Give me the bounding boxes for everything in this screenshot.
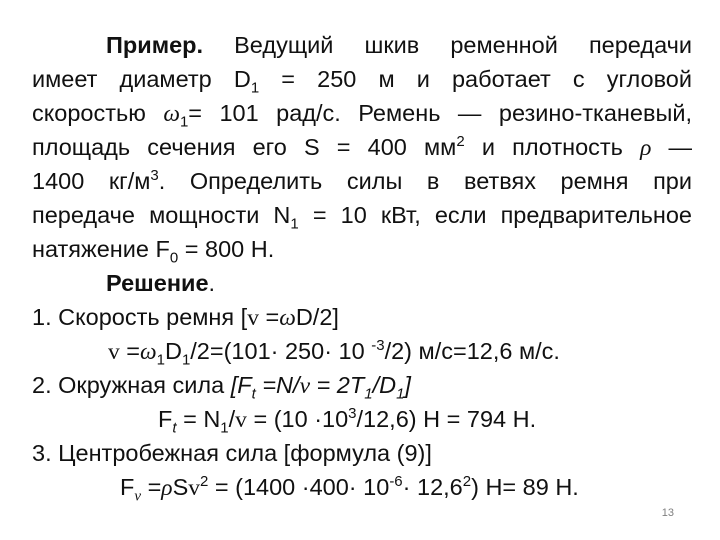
- omega-symbol: ω: [163, 101, 180, 127]
- solution-heading: Решение: [106, 270, 209, 296]
- page-number: 13: [661, 507, 674, 519]
- example-heading: Пример.: [106, 32, 204, 58]
- solution-formula-3: $F_v =\rho Sv^2 = (1400 \cdot 400\cdot 10^{-6}\cdot 12,6^2)$ Н= 89 Н.: [120, 473, 579, 505]
- example-line-7: натяжение $F_0 = 800$ Н.: [32, 236, 275, 267]
- solution-formula-1: $v =\omega_1D_1/2=(101\cdot 250\cdot 10$ $^{-3}$/2) м/с=12,6 м/с.: [108, 337, 560, 369]
- solution-step-2: 2. Окружная сила $[F_t =N/v = 2T_1/D_1]$: [32, 372, 411, 403]
- rho-symbol: ρ: [640, 135, 652, 161]
- example-line-1: Пример. Ведущий шкив ременной передачи: [106, 32, 692, 58]
- example-line-5: 1400 $кг/м^3$. Определить силы в ветвях ремня при: [32, 167, 692, 194]
- solution-heading-line: Решение.: [106, 270, 216, 296]
- solution-formula-2: $F_t = N_1/v = (10 \cdot 10^3/12,6) Н = 794$ Н.: [158, 405, 537, 437]
- example-line-6: передаче мощности $N_1 = 10$ кВт, если предварительное: [32, 202, 692, 232]
- solution-step-1: 1. Скорость ремня [v =ωD/2]: [32, 304, 339, 331]
- example-line-2: имеет диаметр $D_1 = 250$ м и работает с угловой: [32, 66, 692, 96]
- example-line-3: скоростью $\omega_1= 101$ рад/с. Ремень — резино-тканевый,: [32, 100, 692, 130]
- example-line-4: площадь сечения его S = 400 $мм^2$ и плотность ρ —: [32, 133, 692, 161]
- solution-step-3: 3. Центробежная сила [формула (9)]: [32, 440, 432, 466]
